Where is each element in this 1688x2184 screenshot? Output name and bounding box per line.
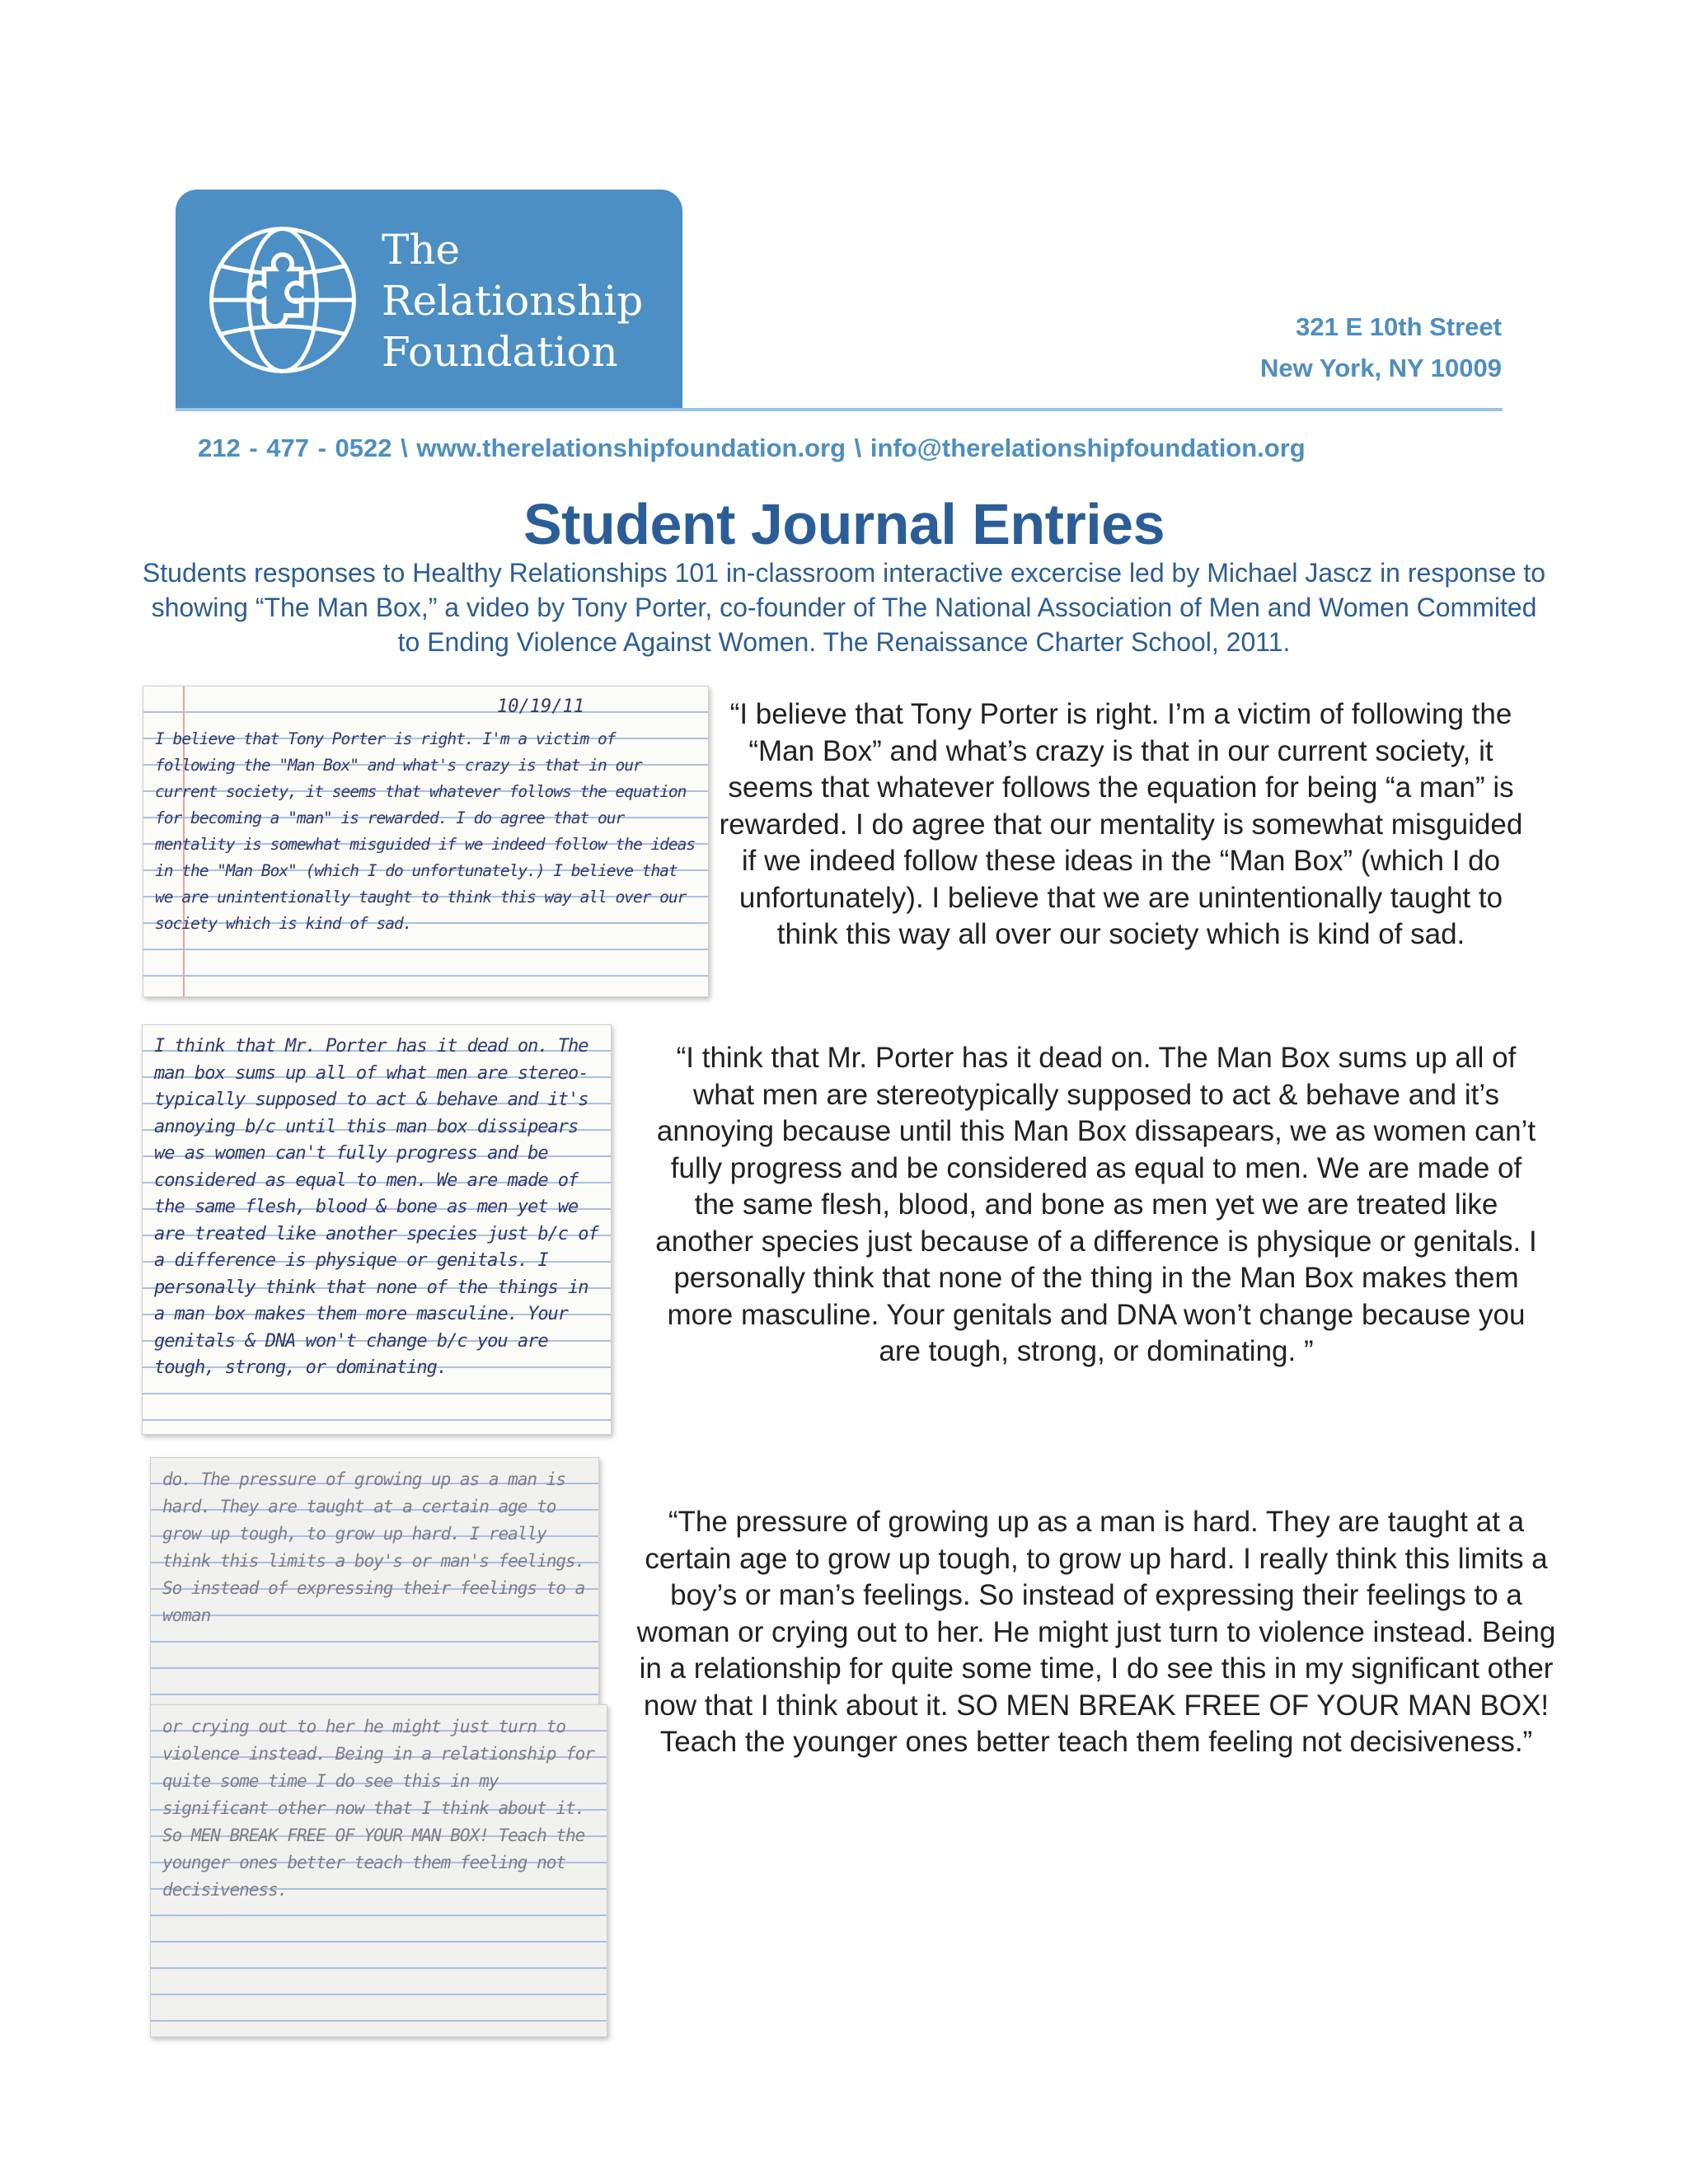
quote-1: “I believe that Tony Porter is right. I’m a victim of following the “Man Box” and what’s crazy is that in our current society, it seems that whatever follows the equation for being “a man” is rewarded. I do agree that our mentality is somewhat misguided if we indeed follow these ideas in the “Man Box” (which I do unfortunately). I believe that we are unintentionally taught to think this way all over our society which is kind of sad.: [719, 698, 1523, 950]
address-line-1: 321 E 10th Street: [1296, 312, 1502, 341]
journal-scan-3b: [150, 1704, 607, 2037]
handwritten-text: or crying out to her he might just turn to violence instead. Being in a relationship for quite some time I do see this in my significant other now that I think about it. So MEN BREAK FREE OF YOUR MAN BOX! Teach the younger ones better teach them feeling not decisiveness.: [162, 1717, 594, 1900]
journal-scan-3a: [150, 1457, 599, 1706]
address-line-2: New York, NY 10009: [1260, 354, 1502, 382]
org-name-line-1: The: [382, 226, 461, 274]
address: [1260, 307, 1502, 389]
org-name-line-2: Relationship: [382, 277, 644, 325]
puzzle-globe-icon: [205, 223, 360, 377]
org-name: [382, 224, 643, 377]
logo: [176, 190, 682, 408]
journal-date: 10/19/11: [497, 696, 584, 717]
handwritten-text: I think that Mr. Porter has it dead on. The man box sums up all of what men are stereo-typically supposed to act & behave and it's annoying b/c until this man box dissipears we as women can't fully progress and be considered as equal to men. We are made of the same flesh, blood & bone as men yet we are treated like another species just b/c of a difference is physique or genitals. I personally think that none of the things in a man box makes them more masculine. Your genitals & DNA won't change b/c you are tough, strong, or dominating.: [154, 1036, 598, 1378]
org-name-line-3: Foundation: [382, 328, 618, 376]
handwritten-text: do. The pressure of growing up as a man is hard. They are taught at a certain age to grow up tough, to grow up hard. I really think this limits a boy's or man's feelings. So instead of expressing their feelings to a woman: [162, 1469, 585, 1625]
journal-scan-2: [142, 1024, 612, 1435]
journal-scan-1: [143, 686, 709, 997]
quote-2: “I think that Mr. Porter has it dead on. The Man Box sums up all of what men are stereotypically supposed to act & behave and it’s annoying because until this Man Box dissapears, we as women can’t fully progress and be considered as equal to men. We are made of the same flesh, blood, and bone as men yet we are treated like another species just because of a difference is physique or genitals. I personally think that none of the thing in the Man Box makes them more masculine. Your genitals and DNA won’t change because you are tough, strong, or dominating. ”: [655, 1042, 1537, 1367]
page-subtitle: Students responses to Healthy Relationships 101 in-classroom interactive excercise led by Michael Jascz in response to showing “The Man Box,” a video by Tony Porter, co-founder of The National Association of Men and Women Commited to Ending Violence Against Women. The Renaissance Charter School, 2011.: [142, 558, 1546, 657]
page-title: Student Journal Entries: [523, 492, 1165, 556]
quote-3: “The pressure of growing up as a man is hard. They are taught at a certain age to grow up tough, to grow up hard. I really think this limits a boy’s or man’s feelings. So instead of expressing their feelings to a woman or crying out to her. He might just turn to violence instead. Being in a relationship for quite some time, I do see this in my significant other now that I think about it. SO MEN BREAK FREE OF YOUR MAN BOX! Teach the younger ones better teach them feeling not decisiveness.”: [636, 1506, 1556, 1758]
contact-line: 212 - 477 - 0522 \ www.therelationshipfoundation.org \ info@therelationshipfoundation.org: [198, 434, 1306, 462]
header-divider: [176, 408, 1503, 411]
handwritten-text: I believe that Tony Porter is right. I'm a victim of following the "Man Box" and what's crazy is that in our current society, it seems that whatever follows the equation for becoming a "man" is rewarded. I do agree that our mentality is somewhat misguided if we indeed follow the ideas in the "Man Box" (which I do unfortunately.) I believe that we are unintentionally taught to think this way all over our society which is kind of sad.: [155, 729, 696, 933]
